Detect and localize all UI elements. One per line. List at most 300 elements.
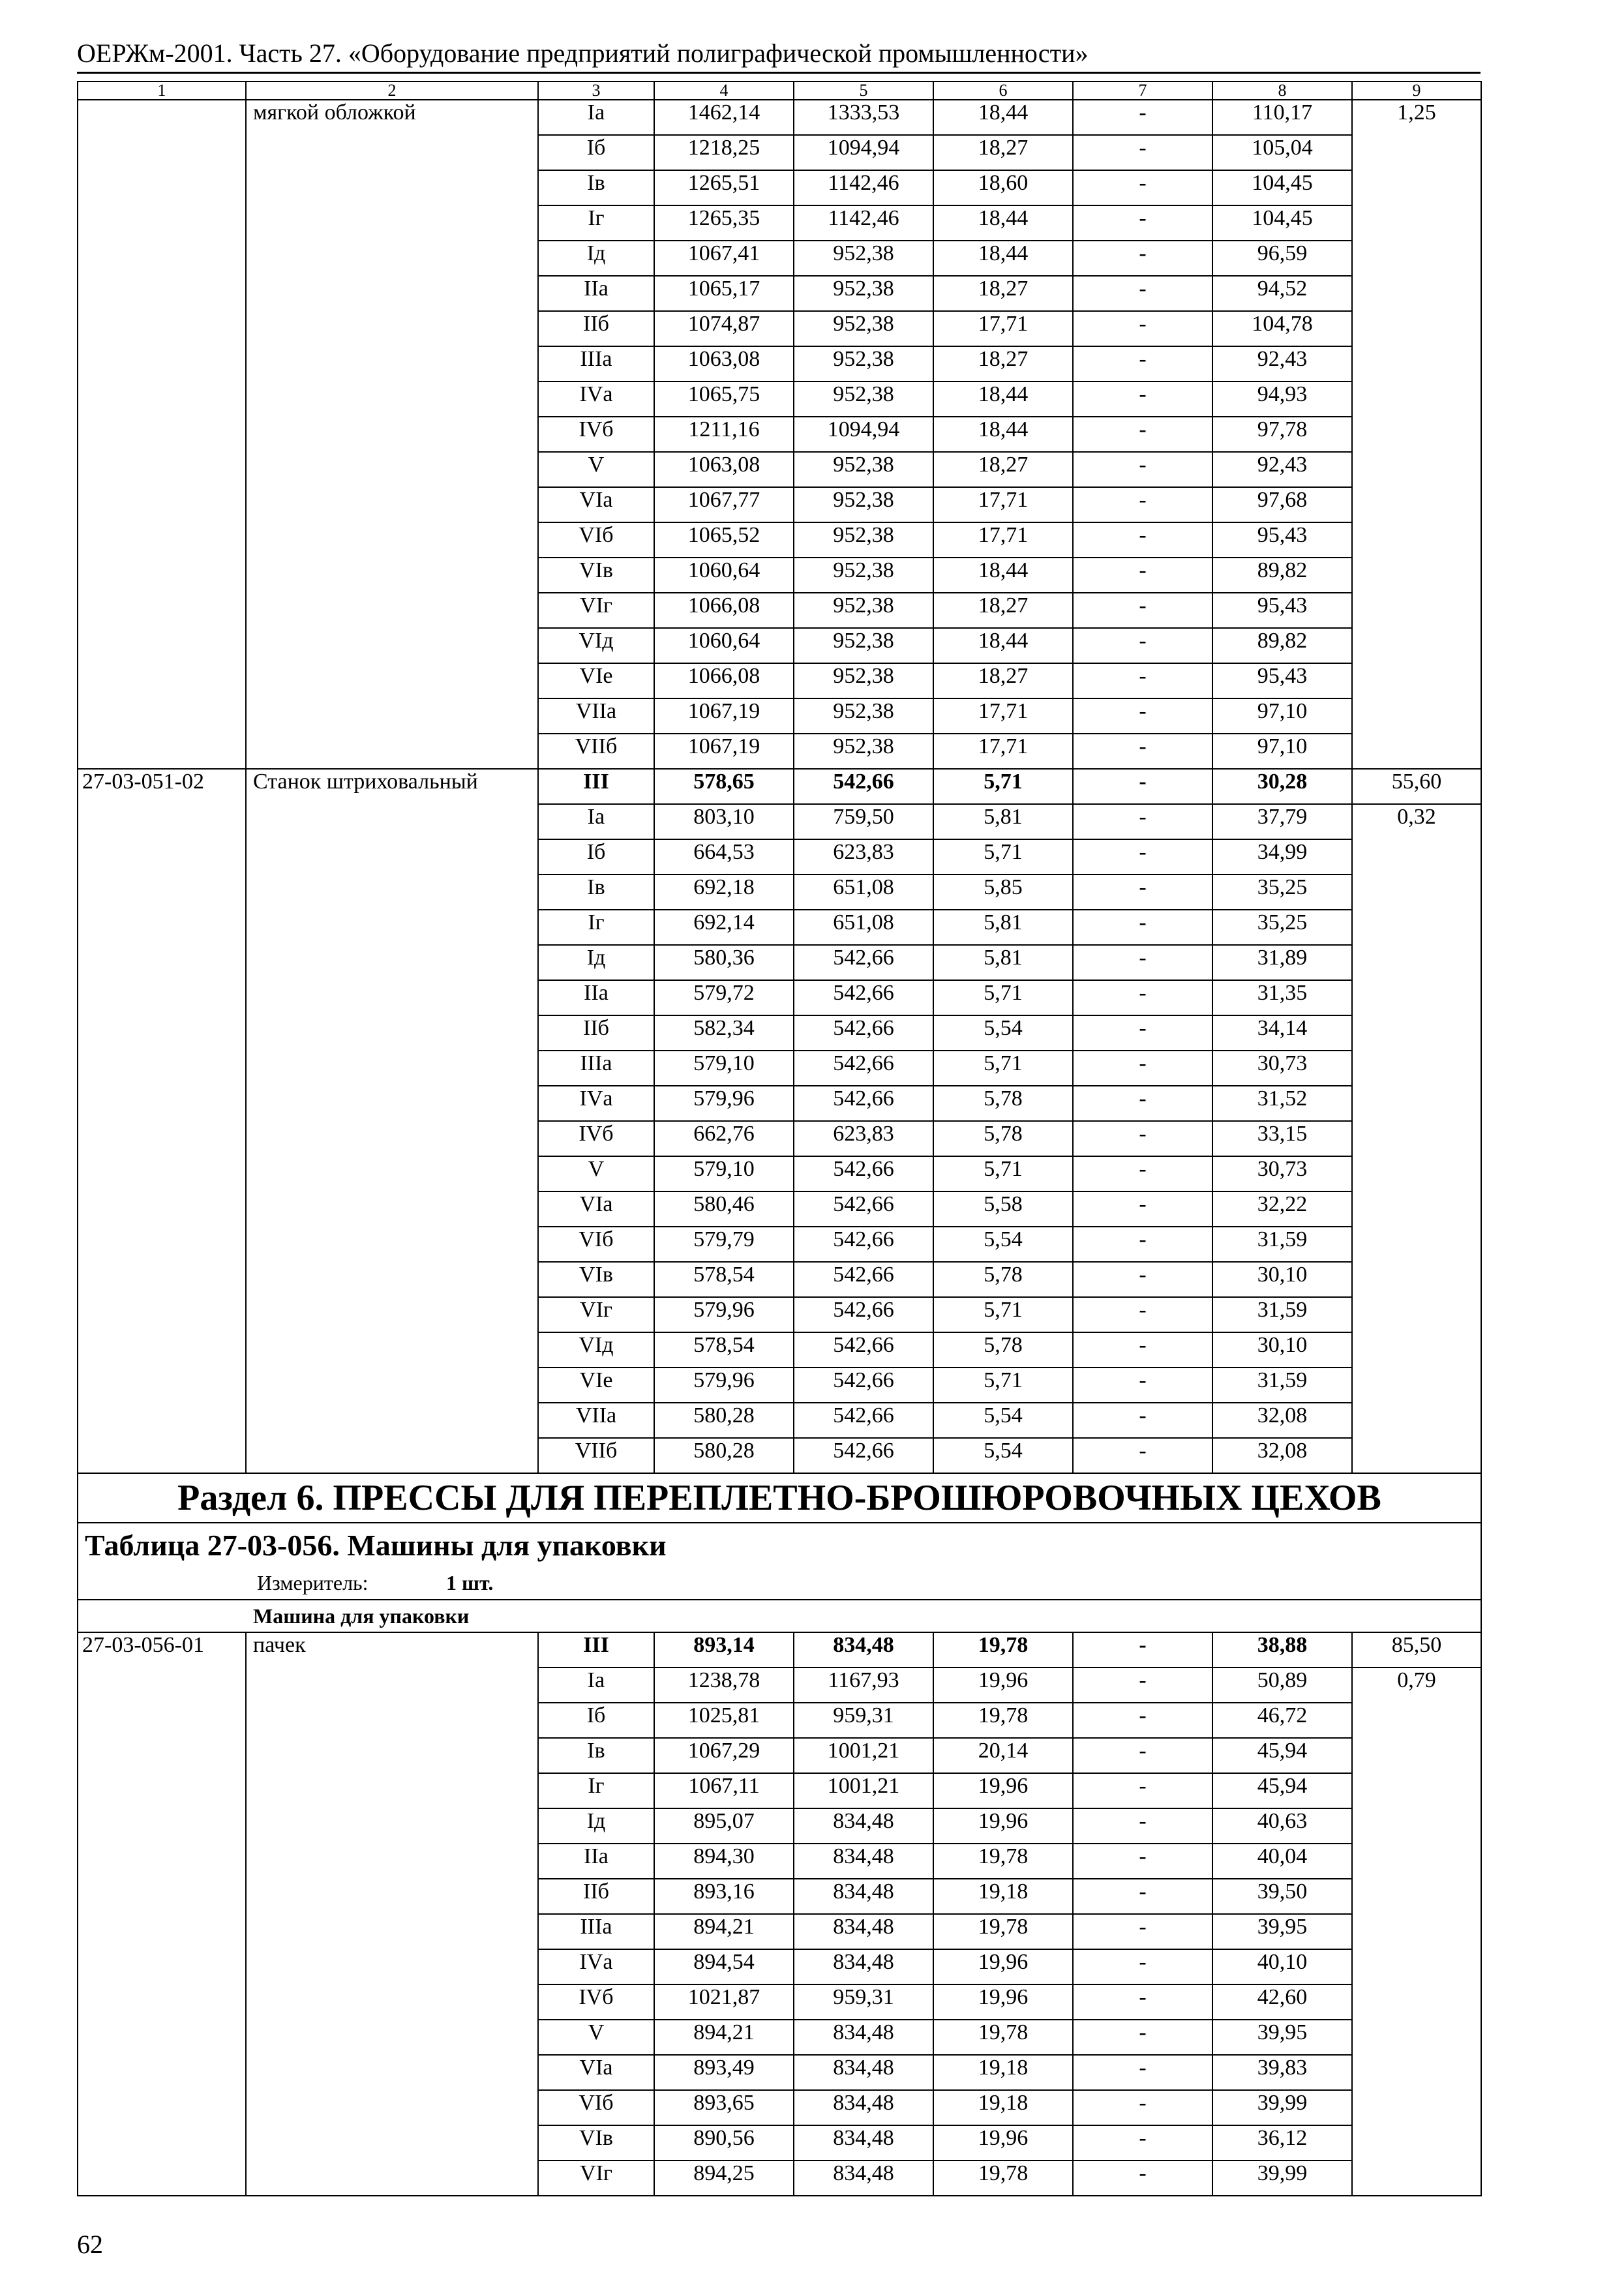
table-body bbox=[78, 82, 1481, 2196]
installation-cost-cell: 5,54 bbox=[933, 1438, 1073, 1473]
column-number: 9 bbox=[1352, 82, 1481, 100]
column-number: 7 bbox=[1073, 82, 1212, 100]
freight-cost-cell: 89,82 bbox=[1212, 558, 1352, 593]
zone-cell: Iг bbox=[538, 910, 654, 945]
equipment-cost-cell: 542,66 bbox=[794, 1227, 933, 1262]
equipment-cost-cell: 623,83 bbox=[794, 839, 933, 875]
freight-cost-cell: 31,52 bbox=[1212, 1086, 1352, 1121]
freight-cost-cell: 104,45 bbox=[1212, 205, 1352, 241]
commissioning-cost-cell: - bbox=[1073, 1121, 1212, 1156]
installation-cost-cell: 18,27 bbox=[933, 135, 1073, 170]
group-row bbox=[78, 1600, 1481, 1632]
total-cost-cell: 578,54 bbox=[654, 1262, 794, 1297]
zone-cell: IIб bbox=[538, 1879, 654, 1914]
installation-cost-cell: 5,81 bbox=[933, 804, 1073, 839]
freight-cost-cell: 34,99 bbox=[1212, 839, 1352, 875]
table-title-row bbox=[78, 1523, 1481, 1567]
installation-cost-cell: 5,81 bbox=[933, 910, 1073, 945]
total-cost-cell: 578,54 bbox=[654, 1332, 794, 1368]
equipment-cost-cell: 542,66 bbox=[794, 1297, 933, 1332]
commissioning-cost-cell: - bbox=[1073, 1086, 1212, 1121]
freight-cost-cell: 39,99 bbox=[1212, 2161, 1352, 2196]
total-cost-cell: 579,96 bbox=[654, 1086, 794, 1121]
installation-cost-cell: 19,18 bbox=[933, 2055, 1073, 2090]
total-cost-cell: 664,53 bbox=[654, 839, 794, 875]
equipment-cost-cell: 542,66 bbox=[794, 1086, 933, 1121]
freight-cost-cell: 31,59 bbox=[1212, 1227, 1352, 1262]
equipment-cost-cell: 542,66 bbox=[794, 1191, 933, 1227]
zone-cell: VIг bbox=[538, 2161, 654, 2196]
freight-cost-cell: 89,82 bbox=[1212, 628, 1352, 663]
installation-cost-cell: 17,71 bbox=[933, 522, 1073, 558]
equipment-cost-cell: 834,48 bbox=[794, 2090, 933, 2125]
table-title: Таблица 27-03-056. Машины для упаковки bbox=[78, 1523, 1481, 1567]
total-cost-cell: 893,49 bbox=[654, 2055, 794, 2090]
freight-cost-cell: 30,10 bbox=[1212, 1262, 1352, 1297]
equipment-cost-cell: 952,38 bbox=[794, 663, 933, 698]
column-number: 3 bbox=[538, 82, 654, 100]
total-cost-cell: 1067,19 bbox=[654, 698, 794, 734]
installation-cost-cell: 19,78 bbox=[933, 1914, 1073, 1949]
commissioning-cost-cell: - bbox=[1073, 1156, 1212, 1191]
resource-name: мягкой обложкой bbox=[246, 100, 538, 769]
equipment-cost-cell: 952,38 bbox=[794, 558, 933, 593]
zone-cell: Iг bbox=[538, 1773, 654, 1808]
commissioning-cost-cell: - bbox=[1073, 558, 1212, 593]
installation-cost-cell: 5,54 bbox=[933, 1403, 1073, 1438]
total-cost-cell: 1021,87 bbox=[654, 1984, 794, 2020]
resource-name: Станок штриховальный bbox=[246, 769, 538, 1473]
equipment-cost-cell: 651,08 bbox=[794, 875, 933, 910]
commissioning-cost-cell: - bbox=[1073, 593, 1212, 628]
total-cost-cell: 803,10 bbox=[654, 804, 794, 839]
commissioning-cost-cell: - bbox=[1073, 346, 1212, 382]
freight-cost-cell: 40,04 bbox=[1212, 1844, 1352, 1879]
document-header: ОЕРЖм-2001. Часть 27. «Оборудование предприятий полиграфической промышленности» bbox=[77, 38, 1089, 68]
equipment-cost-cell: 1094,94 bbox=[794, 417, 933, 452]
zone-cell: IIб bbox=[538, 311, 654, 346]
total-cost-cell: 1067,11 bbox=[654, 1773, 794, 1808]
commissioning-cost-cell: - bbox=[1073, 734, 1212, 769]
zone-cell: Iг bbox=[538, 205, 654, 241]
zone-cell: IVб bbox=[538, 417, 654, 452]
installation-cost-cell: 17,71 bbox=[933, 311, 1073, 346]
installation-cost-cell: 18,44 bbox=[933, 417, 1073, 452]
installation-cost-cell: 19,78 bbox=[933, 1632, 1073, 1668]
zone-cell: VIе bbox=[538, 663, 654, 698]
equipment-cost-cell: 542,66 bbox=[794, 980, 933, 1015]
installation-cost-cell: 19,78 bbox=[933, 1703, 1073, 1738]
zone-cell: Iв bbox=[538, 170, 654, 205]
zone-cell: Iд bbox=[538, 1808, 654, 1844]
zone-cell: Iв bbox=[538, 1738, 654, 1773]
commissioning-cost-cell: - bbox=[1073, 1262, 1212, 1297]
installation-cost-cell: 17,71 bbox=[933, 698, 1073, 734]
commissioning-cost-cell: - bbox=[1073, 1438, 1212, 1473]
freight-cost-cell: 39,83 bbox=[1212, 2055, 1352, 2090]
freight-cost-cell: 97,10 bbox=[1212, 698, 1352, 734]
total-cost-cell: 579,10 bbox=[654, 1051, 794, 1086]
equipment-cost-cell: 834,48 bbox=[794, 1949, 933, 1984]
zone-cell: V bbox=[538, 452, 654, 487]
installation-cost-cell: 19,96 bbox=[933, 1668, 1073, 1703]
equipment-cost-cell: 834,48 bbox=[794, 2020, 933, 2055]
zone-cell: VIIа bbox=[538, 1403, 654, 1438]
total-cost-cell: 890,56 bbox=[654, 2125, 794, 2161]
commissioning-cost-cell: - bbox=[1073, 1879, 1212, 1914]
equipment-cost-cell: 952,38 bbox=[794, 346, 933, 382]
freight-cost-cell: 31,35 bbox=[1212, 980, 1352, 1015]
commissioning-cost-cell: - bbox=[1073, 205, 1212, 241]
installation-cost-cell: 5,81 bbox=[933, 945, 1073, 980]
column-number-row bbox=[78, 82, 1481, 100]
header-rule bbox=[77, 72, 1481, 74]
equipment-cost-cell: 1094,94 bbox=[794, 135, 933, 170]
commissioning-cost-cell: - bbox=[1073, 1632, 1212, 1668]
total-cost-cell: 580,28 bbox=[654, 1403, 794, 1438]
equipment-cost-cell: 1001,21 bbox=[794, 1738, 933, 1773]
total-cost-cell: 893,65 bbox=[654, 2090, 794, 2125]
equipment-cost-cell: 542,66 bbox=[794, 945, 933, 980]
installation-cost-cell: 19,96 bbox=[933, 1949, 1073, 1984]
zone-cell: Iб bbox=[538, 1703, 654, 1738]
total-cost-cell: 580,28 bbox=[654, 1438, 794, 1473]
zone-cell: IIа bbox=[538, 980, 654, 1015]
equipment-cost-cell: 834,48 bbox=[794, 1808, 933, 1844]
freight-cost-cell: 38,88 bbox=[1212, 1632, 1352, 1668]
freight-cost-cell: 30,73 bbox=[1212, 1051, 1352, 1086]
commissioning-cost-cell: - bbox=[1073, 1844, 1212, 1879]
zone-cell: VIIб bbox=[538, 1438, 654, 1473]
group-name: Машина для упаковки bbox=[78, 1600, 1481, 1632]
table-row bbox=[78, 100, 1481, 135]
installation-cost-cell: 18,27 bbox=[933, 663, 1073, 698]
freight-cost-cell: 31,59 bbox=[1212, 1297, 1352, 1332]
zone-cell: Iа bbox=[538, 1668, 654, 1703]
total-cost-cell: 580,46 bbox=[654, 1191, 794, 1227]
installation-cost-cell: 19,78 bbox=[933, 2020, 1073, 2055]
total-cost-cell: 1074,87 bbox=[654, 311, 794, 346]
installation-cost-cell: 17,71 bbox=[933, 487, 1073, 522]
zone-cell: V bbox=[538, 2020, 654, 2055]
total-cost-cell: 582,34 bbox=[654, 1015, 794, 1051]
total-cost-cell: 895,07 bbox=[654, 1808, 794, 1844]
meter-label: Измеритель: bbox=[257, 1571, 368, 1594]
installation-cost-cell: 19,18 bbox=[933, 1879, 1073, 1914]
column-number: 6 bbox=[933, 82, 1073, 100]
zone-cell: VIг bbox=[538, 1297, 654, 1332]
commissioning-cost-cell: - bbox=[1073, 2020, 1212, 2055]
commissioning-cost-cell: - bbox=[1073, 100, 1212, 135]
zone-cell: VIа bbox=[538, 487, 654, 522]
zone-cell: Iд bbox=[538, 945, 654, 980]
page-number: 62 bbox=[77, 2230, 103, 2259]
equipment-cost-cell: 959,31 bbox=[794, 1984, 933, 2020]
installation-cost-cell: 18,27 bbox=[933, 593, 1073, 628]
installation-cost-cell: 18,44 bbox=[933, 382, 1073, 417]
zone-cell: Iд bbox=[538, 241, 654, 276]
installation-cost-cell: 18,44 bbox=[933, 205, 1073, 241]
freight-cost-cell: 95,43 bbox=[1212, 522, 1352, 558]
total-cost-cell: 894,21 bbox=[654, 2020, 794, 2055]
equipment-cost-cell: 834,48 bbox=[794, 2125, 933, 2161]
freight-cost-cell: 45,94 bbox=[1212, 1773, 1352, 1808]
equipment-cost-cell: 834,48 bbox=[794, 1632, 933, 1668]
installation-cost-cell: 18,44 bbox=[933, 558, 1073, 593]
freight-cost-cell: 94,52 bbox=[1212, 276, 1352, 311]
commissioning-cost-cell: - bbox=[1073, 241, 1212, 276]
zone-cell: III bbox=[538, 769, 654, 804]
installation-cost-cell: 5,71 bbox=[933, 1368, 1073, 1403]
total-cost-cell: 1063,08 bbox=[654, 346, 794, 382]
section-title-row bbox=[78, 1473, 1481, 1523]
resource-code: 27-03-051-02 bbox=[78, 769, 246, 1473]
freight-cost-cell: 30,28 bbox=[1212, 769, 1352, 804]
equipment-cost-cell: 952,38 bbox=[794, 382, 933, 417]
extra-value-cell: 55,60 bbox=[1352, 769, 1481, 804]
equipment-cost-cell: 952,38 bbox=[794, 593, 933, 628]
total-cost-cell: 1065,17 bbox=[654, 276, 794, 311]
equipment-cost-cell: 542,66 bbox=[794, 1403, 933, 1438]
total-cost-cell: 1238,78 bbox=[654, 1668, 794, 1703]
commissioning-cost-cell: - bbox=[1073, 311, 1212, 346]
extra-value-cell: 0,79 bbox=[1352, 1668, 1481, 2196]
freight-cost-cell: 104,45 bbox=[1212, 170, 1352, 205]
total-cost-cell: 1066,08 bbox=[654, 663, 794, 698]
equipment-cost-cell: 952,38 bbox=[794, 734, 933, 769]
zone-cell: IIа bbox=[538, 276, 654, 311]
installation-cost-cell: 5,78 bbox=[933, 1332, 1073, 1368]
installation-cost-cell: 5,71 bbox=[933, 1051, 1073, 1086]
zone-cell: VIв bbox=[538, 558, 654, 593]
freight-cost-cell: 40,63 bbox=[1212, 1808, 1352, 1844]
freight-cost-cell: 105,04 bbox=[1212, 135, 1352, 170]
freight-cost-cell: 92,43 bbox=[1212, 452, 1352, 487]
installation-cost-cell: 5,71 bbox=[933, 769, 1073, 804]
installation-cost-cell: 18,60 bbox=[933, 170, 1073, 205]
zone-cell: VIа bbox=[538, 2055, 654, 2090]
freight-cost-cell: 97,78 bbox=[1212, 417, 1352, 452]
total-cost-cell: 578,65 bbox=[654, 769, 794, 804]
freight-cost-cell: 92,43 bbox=[1212, 346, 1352, 382]
commissioning-cost-cell: - bbox=[1073, 170, 1212, 205]
equipment-cost-cell: 834,48 bbox=[794, 2161, 933, 2196]
commissioning-cost-cell: - bbox=[1073, 1332, 1212, 1368]
zone-cell: IIIа bbox=[538, 346, 654, 382]
total-cost-cell: 579,96 bbox=[654, 1368, 794, 1403]
zone-cell: VIб bbox=[538, 522, 654, 558]
equipment-cost-cell: 623,83 bbox=[794, 1121, 933, 1156]
total-cost-cell: 893,14 bbox=[654, 1632, 794, 1668]
equipment-cost-cell: 542,66 bbox=[794, 769, 933, 804]
installation-cost-cell: 5,54 bbox=[933, 1015, 1073, 1051]
total-cost-cell: 1265,35 bbox=[654, 205, 794, 241]
zone-cell: III bbox=[538, 1632, 654, 1668]
commissioning-cost-cell: - bbox=[1073, 2125, 1212, 2161]
installation-cost-cell: 5,54 bbox=[933, 1227, 1073, 1262]
installation-cost-cell: 5,78 bbox=[933, 1262, 1073, 1297]
equipment-cost-cell: 952,38 bbox=[794, 628, 933, 663]
zone-cell: Iв bbox=[538, 875, 654, 910]
freight-cost-cell: 46,72 bbox=[1212, 1703, 1352, 1738]
extra-value-cell: 1,25 bbox=[1352, 100, 1481, 769]
total-cost-cell: 662,76 bbox=[654, 1121, 794, 1156]
zone-cell: VIб bbox=[538, 1227, 654, 1262]
freight-cost-cell: 97,10 bbox=[1212, 734, 1352, 769]
installation-cost-cell: 5,71 bbox=[933, 1297, 1073, 1332]
freight-cost-cell: 35,25 bbox=[1212, 910, 1352, 945]
equipment-cost-cell: 542,66 bbox=[794, 1156, 933, 1191]
total-cost-cell: 1218,25 bbox=[654, 135, 794, 170]
freight-cost-cell: 32,22 bbox=[1212, 1191, 1352, 1227]
commissioning-cost-cell: - bbox=[1073, 1191, 1212, 1227]
zone-cell: IVб bbox=[538, 1121, 654, 1156]
column-number: 4 bbox=[654, 82, 794, 100]
zone-cell: IVб bbox=[538, 1984, 654, 2020]
installation-cost-cell: 19,96 bbox=[933, 1773, 1073, 1808]
commissioning-cost-cell: - bbox=[1073, 910, 1212, 945]
price-table bbox=[77, 81, 1482, 2196]
total-cost-cell: 579,72 bbox=[654, 980, 794, 1015]
installation-cost-cell: 19,78 bbox=[933, 1844, 1073, 1879]
column-number: 2 bbox=[246, 82, 538, 100]
commissioning-cost-cell: - bbox=[1073, 875, 1212, 910]
total-cost-cell: 1265,51 bbox=[654, 170, 794, 205]
equipment-cost-cell: 1001,21 bbox=[794, 1773, 933, 1808]
equipment-cost-cell: 542,66 bbox=[794, 1332, 933, 1368]
meter-value: 1 шт. bbox=[446, 1571, 494, 1594]
equipment-cost-cell: 952,38 bbox=[794, 698, 933, 734]
zone-cell: VIд bbox=[538, 628, 654, 663]
installation-cost-cell: 18,27 bbox=[933, 276, 1073, 311]
zone-cell: VIд bbox=[538, 1332, 654, 1368]
installation-cost-cell: 20,14 bbox=[933, 1738, 1073, 1773]
zone-cell: IVа bbox=[538, 382, 654, 417]
equipment-cost-cell: 952,38 bbox=[794, 311, 933, 346]
resource-name: пачек bbox=[246, 1632, 538, 2196]
equipment-cost-cell: 542,66 bbox=[794, 1015, 933, 1051]
equipment-cost-cell: 834,48 bbox=[794, 1914, 933, 1949]
freight-cost-cell: 30,73 bbox=[1212, 1156, 1352, 1191]
freight-cost-cell: 39,99 bbox=[1212, 2090, 1352, 2125]
column-number: 1 bbox=[78, 82, 246, 100]
total-cost-cell: 1462,14 bbox=[654, 100, 794, 135]
freight-cost-cell: 31,89 bbox=[1212, 945, 1352, 980]
installation-cost-cell: 5,71 bbox=[933, 980, 1073, 1015]
commissioning-cost-cell: - bbox=[1073, 698, 1212, 734]
commissioning-cost-cell: - bbox=[1073, 1703, 1212, 1738]
total-cost-cell: 1063,08 bbox=[654, 452, 794, 487]
commissioning-cost-cell: - bbox=[1073, 663, 1212, 698]
extra-value-cell: 85,50 bbox=[1352, 1632, 1481, 1668]
meter-row bbox=[78, 1567, 1481, 1600]
equipment-cost-cell: 542,66 bbox=[794, 1051, 933, 1086]
installation-cost-cell: 19,78 bbox=[933, 2161, 1073, 2196]
commissioning-cost-cell: - bbox=[1073, 804, 1212, 839]
commissioning-cost-cell: - bbox=[1073, 487, 1212, 522]
freight-cost-cell: 40,10 bbox=[1212, 1949, 1352, 1984]
total-cost-cell: 894,30 bbox=[654, 1844, 794, 1879]
table-row bbox=[78, 769, 1481, 804]
freight-cost-cell: 96,59 bbox=[1212, 241, 1352, 276]
total-cost-cell: 580,36 bbox=[654, 945, 794, 980]
equipment-cost-cell: 952,38 bbox=[794, 522, 933, 558]
column-number: 8 bbox=[1212, 82, 1352, 100]
equipment-cost-cell: 952,38 bbox=[794, 452, 933, 487]
resource-code: 27-03-056-01 bbox=[78, 1632, 246, 2196]
commissioning-cost-cell: - bbox=[1073, 769, 1212, 804]
installation-cost-cell: 5,78 bbox=[933, 1121, 1073, 1156]
commissioning-cost-cell: - bbox=[1073, 628, 1212, 663]
section-title: Раздел 6. ПРЕССЫ ДЛЯ ПЕРЕПЛЕТНО-БРОШЮРОВОЧНЫХ ЦЕХОВ bbox=[78, 1473, 1481, 1523]
total-cost-cell: 1065,52 bbox=[654, 522, 794, 558]
installation-cost-cell: 19,18 bbox=[933, 2090, 1073, 2125]
zone-cell: Iа bbox=[538, 804, 654, 839]
equipment-cost-cell: 759,50 bbox=[794, 804, 933, 839]
equipment-cost-cell: 952,38 bbox=[794, 487, 933, 522]
zone-cell: IVа bbox=[538, 1086, 654, 1121]
total-cost-cell: 1065,75 bbox=[654, 382, 794, 417]
zone-cell: VIе bbox=[538, 1368, 654, 1403]
resource-code bbox=[78, 100, 246, 769]
zone-cell: Iб bbox=[538, 839, 654, 875]
commissioning-cost-cell: - bbox=[1073, 1949, 1212, 1984]
commissioning-cost-cell: - bbox=[1073, 382, 1212, 417]
installation-cost-cell: 18,27 bbox=[933, 452, 1073, 487]
equipment-cost-cell: 542,66 bbox=[794, 1262, 933, 1297]
commissioning-cost-cell: - bbox=[1073, 980, 1212, 1015]
commissioning-cost-cell: - bbox=[1073, 1403, 1212, 1438]
table-row bbox=[78, 1632, 1481, 1668]
commissioning-cost-cell: - bbox=[1073, 839, 1212, 875]
total-cost-cell: 692,14 bbox=[654, 910, 794, 945]
equipment-cost-cell: 959,31 bbox=[794, 1703, 933, 1738]
total-cost-cell: 579,79 bbox=[654, 1227, 794, 1262]
freight-cost-cell: 42,60 bbox=[1212, 1984, 1352, 2020]
installation-cost-cell: 18,44 bbox=[933, 100, 1073, 135]
commissioning-cost-cell: - bbox=[1073, 417, 1212, 452]
installation-cost-cell: 18,44 bbox=[933, 628, 1073, 663]
commissioning-cost-cell: - bbox=[1073, 1738, 1212, 1773]
zone-cell: VIг bbox=[538, 593, 654, 628]
zone-cell: IVа bbox=[538, 1949, 654, 1984]
total-cost-cell: 1066,08 bbox=[654, 593, 794, 628]
zone-cell: VIIб bbox=[538, 734, 654, 769]
equipment-cost-cell: 1142,46 bbox=[794, 170, 933, 205]
freight-cost-cell: 39,50 bbox=[1212, 1879, 1352, 1914]
freight-cost-cell: 34,14 bbox=[1212, 1015, 1352, 1051]
freight-cost-cell: 95,43 bbox=[1212, 663, 1352, 698]
freight-cost-cell: 50,89 bbox=[1212, 1668, 1352, 1703]
zone-cell: Iб bbox=[538, 135, 654, 170]
equipment-cost-cell: 651,08 bbox=[794, 910, 933, 945]
freight-cost-cell: 104,78 bbox=[1212, 311, 1352, 346]
zone-cell: VIа bbox=[538, 1191, 654, 1227]
commissioning-cost-cell: - bbox=[1073, 2055, 1212, 2090]
freight-cost-cell: 39,95 bbox=[1212, 2020, 1352, 2055]
zone-cell: VIв bbox=[538, 1262, 654, 1297]
freight-cost-cell: 33,15 bbox=[1212, 1121, 1352, 1156]
installation-cost-cell: 18,44 bbox=[933, 241, 1073, 276]
installation-cost-cell: 19,96 bbox=[933, 1984, 1073, 2020]
commissioning-cost-cell: - bbox=[1073, 1051, 1212, 1086]
commissioning-cost-cell: - bbox=[1073, 1668, 1212, 1703]
zone-cell: VIб bbox=[538, 2090, 654, 2125]
total-cost-cell: 579,96 bbox=[654, 1297, 794, 1332]
total-cost-cell: 692,18 bbox=[654, 875, 794, 910]
equipment-cost-cell: 1142,46 bbox=[794, 205, 933, 241]
freight-cost-cell: 45,94 bbox=[1212, 1738, 1352, 1773]
